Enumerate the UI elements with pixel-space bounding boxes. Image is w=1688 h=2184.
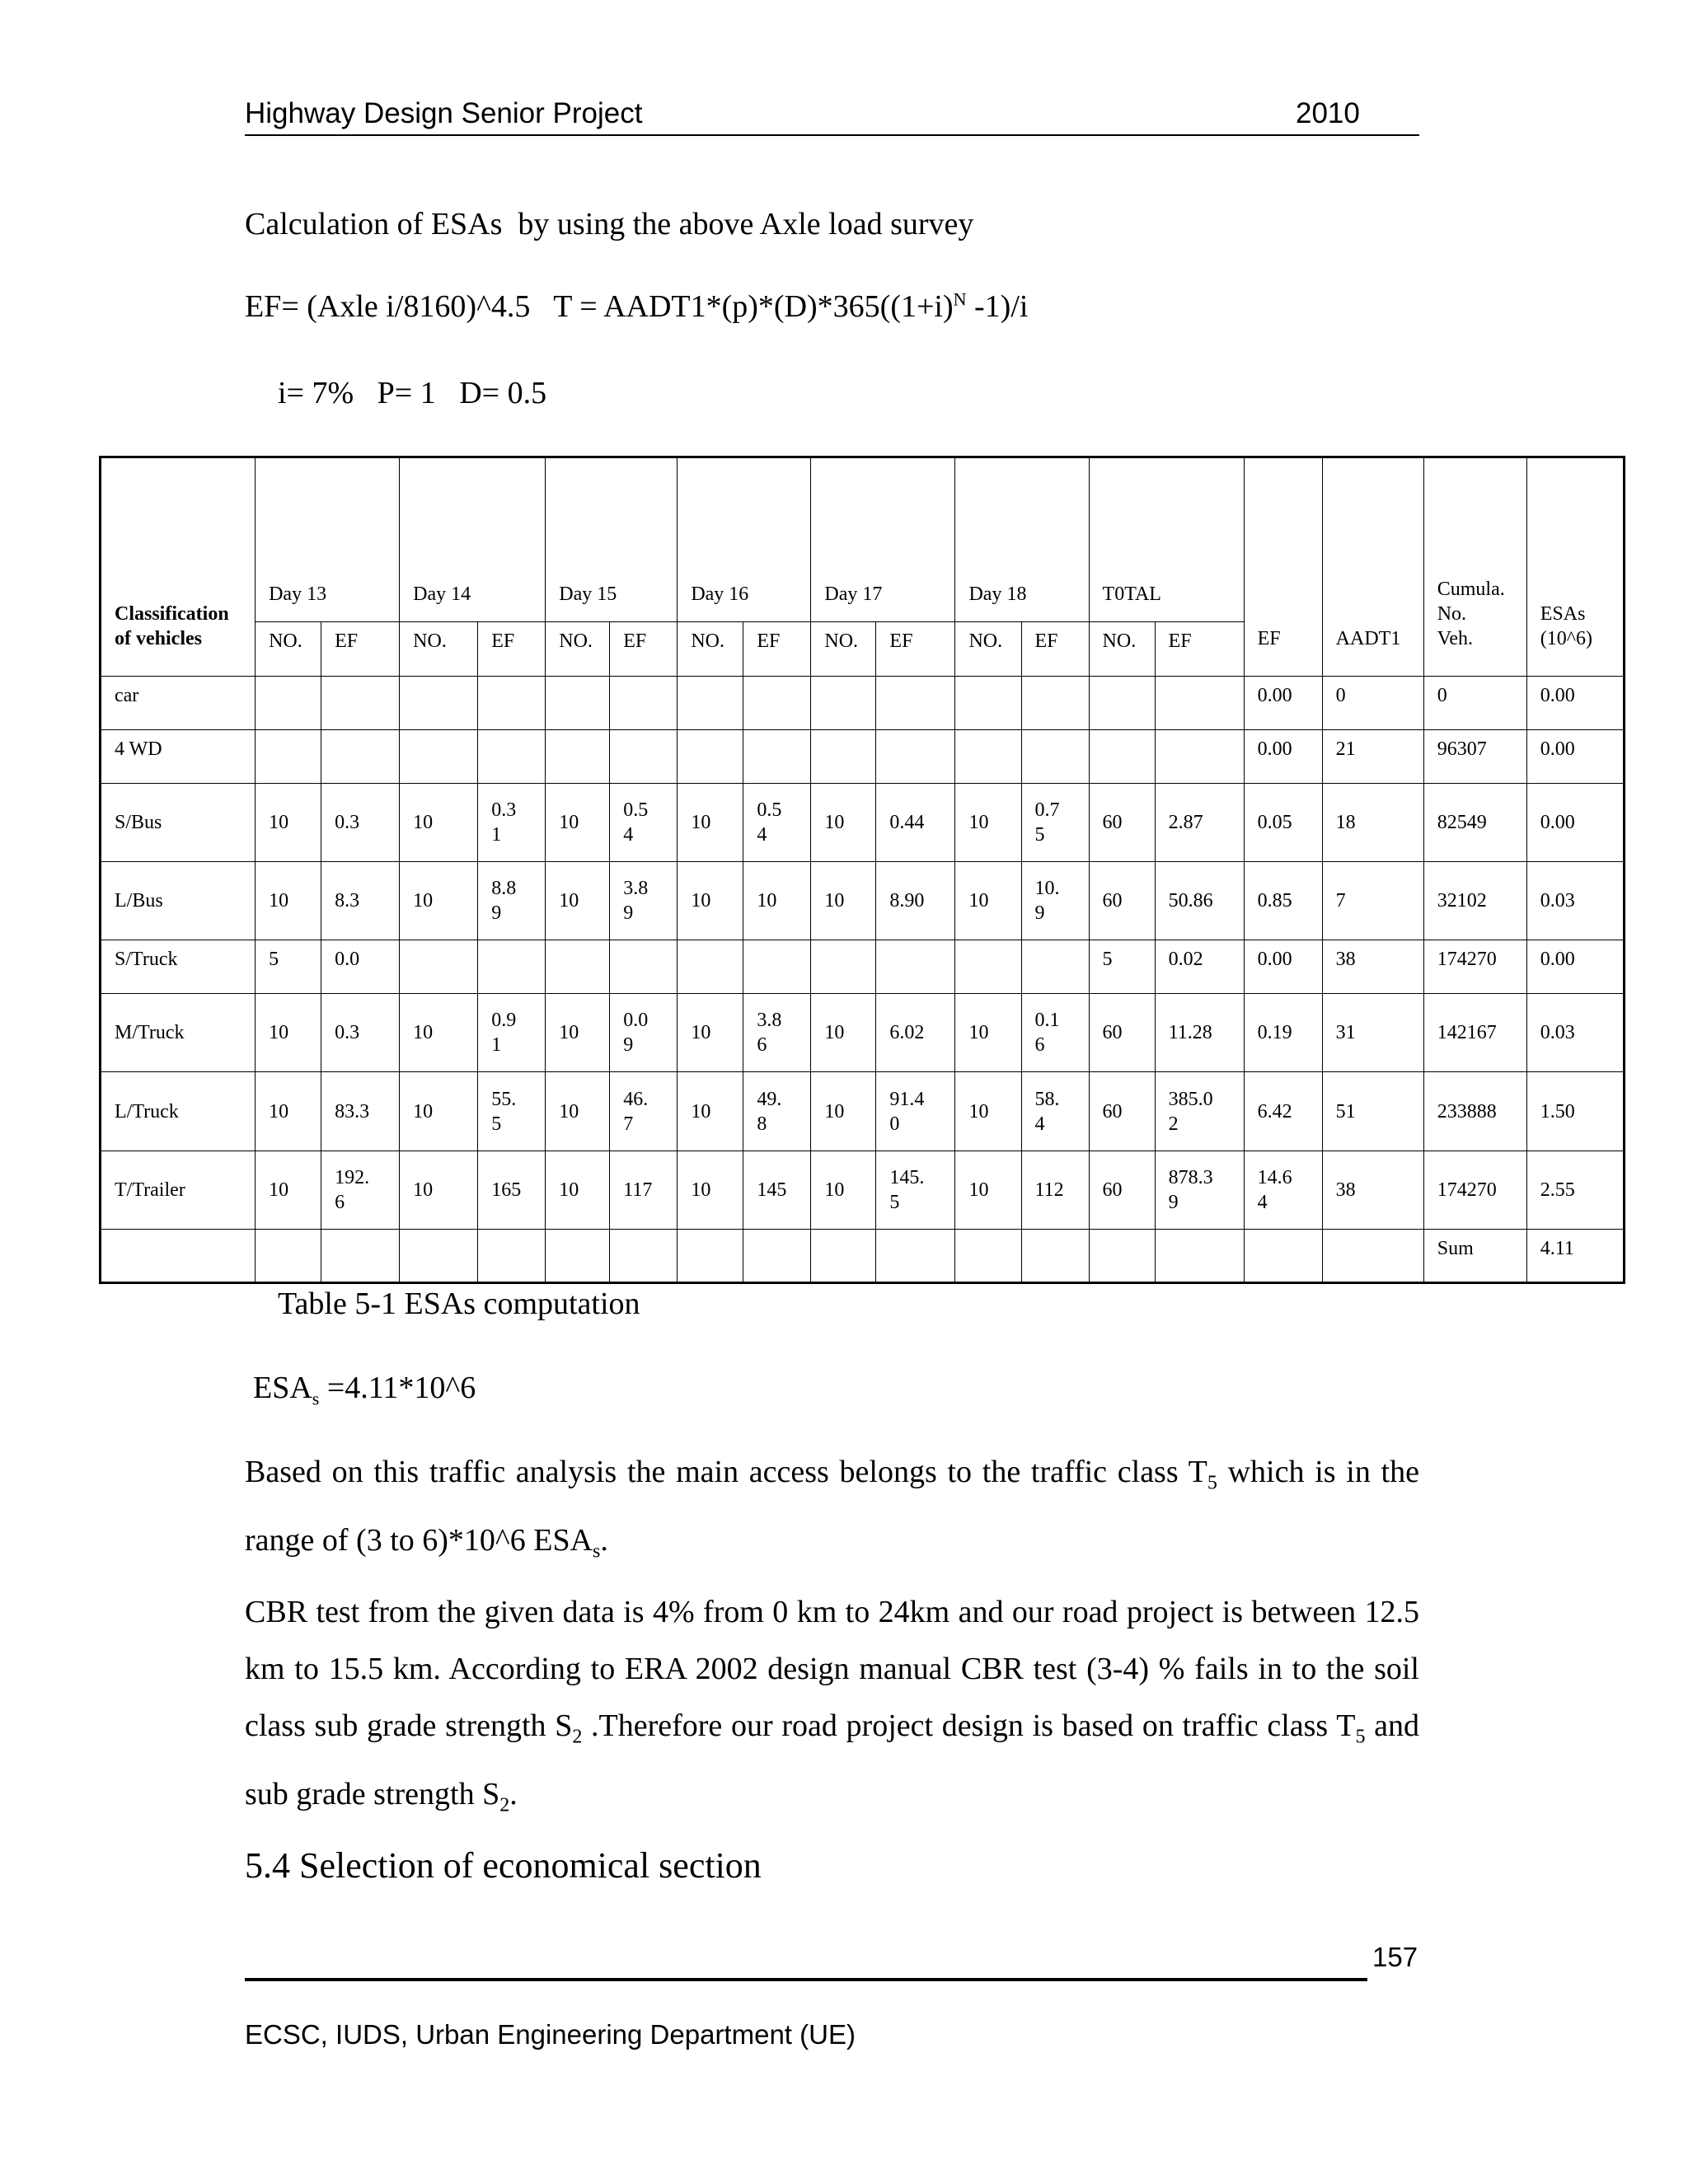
running-header-title: Highway Design Senior Project	[245, 97, 643, 129]
esa-result	[253, 1370, 476, 1410]
esa-result-sub: s	[312, 1388, 320, 1409]
total-no-cell: 60	[1089, 994, 1155, 1072]
day18-ef-cell: 58. 4	[1021, 1072, 1089, 1151]
day16-no-cell: 10	[678, 783, 743, 861]
day16-ef-cell	[743, 940, 811, 994]
day17-no-cell: 10	[811, 994, 876, 1072]
day15-no-cell: 10	[546, 783, 610, 861]
day18-no-cell: 10	[955, 1072, 1021, 1151]
total-header: T0TAL	[1089, 457, 1244, 622]
day13-no-cell: 10	[256, 783, 321, 861]
day14-no-cell: 10	[400, 1072, 478, 1151]
ef-cell: 0.00	[1244, 676, 1322, 729]
day16-ef-cell	[743, 1229, 811, 1282]
day15-no-cell: 10	[546, 1072, 610, 1151]
para1-sub2: s	[593, 1540, 601, 1563]
day16-ef-cell: 49. 8	[743, 1072, 811, 1151]
day16-no-cell: 10	[678, 1151, 743, 1229]
day18-ef-cell: 0.1 6	[1021, 994, 1089, 1072]
total-no-cell	[1089, 729, 1155, 783]
ef-cell: 0.19	[1244, 994, 1322, 1072]
day17-no-cell: 10	[811, 1151, 876, 1229]
total-no-cell	[1089, 676, 1155, 729]
day18-no-cell: 10	[955, 783, 1021, 861]
day17-no-cell: 10	[811, 1072, 876, 1151]
para2-sub1: 2	[572, 1726, 583, 1748]
day13-no-cell	[256, 676, 321, 729]
para1-a: Based on this traffic analysis the main access belongs to the traffic class T	[245, 1455, 1207, 1489]
day13-no-cell: 10	[256, 1072, 321, 1151]
para2-sub3: 2	[499, 1794, 510, 1816]
day15-ef-cell: 3.8 9	[610, 861, 678, 940]
day16-no-cell: 10	[678, 994, 743, 1072]
vehicle-class-cell: L/Bus	[101, 861, 256, 940]
day14-ef-cell: 0.9 1	[478, 994, 546, 1072]
day17-ef-cell	[876, 1229, 955, 1282]
aadt1-cell: 31	[1322, 994, 1423, 1072]
day16-no-cell: 10	[678, 1072, 743, 1151]
esa-header: ESAs (10^6)	[1526, 457, 1624, 677]
day13-no-cell: 10	[256, 861, 321, 940]
ef-subheader: EF	[1021, 622, 1089, 676]
day18-no-cell: 10	[955, 1151, 1021, 1229]
no-subheader: NO.	[546, 622, 610, 676]
traffic-class-paragraph	[245, 1444, 1419, 1580]
day17-no-cell: 10	[811, 861, 876, 940]
day13-ef-cell: 0.0	[321, 940, 400, 994]
table-row	[101, 1229, 1625, 1282]
table-row	[101, 861, 1625, 940]
day15-ef-cell: 0.5 4	[610, 783, 678, 861]
ef-subheader: EF	[478, 622, 546, 676]
day16-ef-cell	[743, 729, 811, 783]
day-header: Day 15	[546, 457, 678, 622]
day14-no-cell: 10	[400, 994, 478, 1072]
section-heading: 5.4 Selection of economical section	[245, 1845, 762, 1886]
formula-exponent: N	[953, 288, 967, 310]
day15-no-cell	[546, 1229, 610, 1282]
formula-part-a: EF= (Axle i/8160)^4.5 T = AADT1*(p)*(D)*365((1+i)	[245, 289, 954, 324]
ef-cell: 0.85	[1244, 861, 1322, 940]
day14-ef-cell	[478, 1229, 546, 1282]
parameters-line: i= 7% P= 1 D= 0.5	[278, 376, 547, 410]
day-header: Day 16	[678, 457, 811, 622]
total-no-cell: 60	[1089, 783, 1155, 861]
day17-ef-cell: 145. 5	[876, 1151, 955, 1229]
total-ef-cell: 2.87	[1155, 783, 1244, 861]
footer-rule	[245, 1978, 1367, 1981]
table-row	[101, 676, 1625, 729]
cumulative-vehicles-cell: 174270	[1423, 1151, 1526, 1229]
day15-ef-cell	[610, 729, 678, 783]
esa-table-body	[101, 676, 1625, 1282]
day15-ef-cell	[610, 676, 678, 729]
ef-subheader: EF	[743, 622, 811, 676]
day14-ef-cell	[478, 729, 546, 783]
day17-ef-cell	[876, 729, 955, 783]
day17-ef-cell: 91.4 0	[876, 1072, 955, 1151]
day14-ef-cell	[478, 940, 546, 994]
day14-no-cell	[400, 729, 478, 783]
aadt1-cell: 51	[1322, 1072, 1423, 1151]
day14-no-cell: 10	[400, 1151, 478, 1229]
ef-cell: 0.05	[1244, 783, 1322, 861]
day18-ef-cell	[1021, 676, 1089, 729]
day17-ef-cell: 8.90	[876, 861, 955, 940]
day13-no-cell: 10	[256, 994, 321, 1072]
day15-ef-cell	[610, 1229, 678, 1282]
day17-ef-cell: 6.02	[876, 994, 955, 1072]
para2-d: .	[509, 1776, 518, 1811]
day-header: Day 14	[400, 457, 546, 622]
day15-ef-cell: 0.0 9	[610, 994, 678, 1072]
day18-no-cell	[955, 940, 1021, 994]
day14-ef-cell	[478, 676, 546, 729]
total-no-cell: 60	[1089, 861, 1155, 940]
day15-no-cell: 10	[546, 1151, 610, 1229]
day13-ef-cell: 0.3	[321, 994, 400, 1072]
classification-header: Classification of vehicles	[101, 457, 256, 677]
table-row	[101, 783, 1625, 861]
para2-sub2: 5	[1355, 1726, 1366, 1748]
day13-ef-cell: 8.3	[321, 861, 400, 940]
day18-ef-cell	[1021, 1229, 1089, 1282]
vehicle-class-cell: L/Truck	[101, 1072, 256, 1151]
day14-ef-cell: 165	[478, 1151, 546, 1229]
para2-b: .Therefore our road project design is based on traffic class T	[582, 1708, 1356, 1743]
vehicle-class-cell: S/Bus	[101, 783, 256, 861]
aadt1-cell: 18	[1322, 783, 1423, 861]
day15-no-cell	[546, 729, 610, 783]
day13-no-cell	[256, 1229, 321, 1282]
day17-no-cell	[811, 940, 876, 994]
para2-c: and sub grade strength S	[245, 1708, 1419, 1811]
day18-no-cell	[955, 1229, 1021, 1282]
vehicle-class-cell: S/Truck	[101, 940, 256, 994]
day16-ef-cell: 145	[743, 1151, 811, 1229]
cumulative-vehicles-cell: Sum	[1423, 1229, 1526, 1282]
cumulative-vehicles-cell: 142167	[1423, 994, 1526, 1072]
day13-no-cell: 10	[256, 1151, 321, 1229]
table-row	[101, 1072, 1625, 1151]
day13-ef-cell	[321, 1229, 400, 1282]
day17-ef-cell	[876, 940, 955, 994]
esas-cell: 4.11	[1526, 1229, 1624, 1282]
day18-no-cell: 10	[955, 861, 1021, 940]
ef-subheader: EF	[1155, 622, 1244, 676]
day13-ef-cell	[321, 676, 400, 729]
day15-no-cell	[546, 940, 610, 994]
day17-ef-cell: 0.44	[876, 783, 955, 861]
table-row	[101, 729, 1625, 783]
formula-line	[245, 288, 1028, 325]
day13-ef-cell	[321, 729, 400, 783]
day14-no-cell	[400, 940, 478, 994]
day15-no-cell: 10	[546, 861, 610, 940]
para1-sub1: 5	[1207, 1472, 1217, 1494]
day18-ef-cell: 10. 9	[1021, 861, 1089, 940]
cumulative-vehicles-cell: 233888	[1423, 1072, 1526, 1151]
day14-no-cell: 10	[400, 783, 478, 861]
total-no-cell	[1089, 1229, 1155, 1282]
para1-c: .	[600, 1522, 608, 1558]
day16-ef-cell	[743, 676, 811, 729]
total-ef-cell: 878.3 9	[1155, 1151, 1244, 1229]
esas-cell: 0.03	[1526, 994, 1624, 1072]
day13-ef-cell: 83.3	[321, 1072, 400, 1151]
ef-header: EF	[1244, 457, 1322, 677]
day18-ef-cell: 0.7 5	[1021, 783, 1089, 861]
cumulative-vehicles-cell: 0	[1423, 676, 1526, 729]
esas-cell: 0.00	[1526, 729, 1624, 783]
total-ef-cell	[1155, 676, 1244, 729]
day16-no-cell: 10	[678, 861, 743, 940]
esas-cell: 1.50	[1526, 1072, 1624, 1151]
aadt1-cell: 21	[1322, 729, 1423, 783]
table-row	[101, 1151, 1625, 1229]
day16-no-cell	[678, 1229, 743, 1282]
ef-subheader: EF	[321, 622, 400, 676]
aadt1-cell: 7	[1322, 861, 1423, 940]
day15-no-cell	[546, 676, 610, 729]
esas-cell: 2.55	[1526, 1151, 1624, 1229]
ef-subheader: EF	[876, 622, 955, 676]
day17-ef-cell	[876, 676, 955, 729]
footer-text: ECSC, IUDS, Urban Engineering Department (UE)	[245, 2019, 856, 2050]
day17-no-cell	[811, 1229, 876, 1282]
cbr-paragraph	[245, 1584, 1419, 1834]
cumulative-vehicles-cell: 174270	[1423, 940, 1526, 994]
day16-no-cell	[678, 676, 743, 729]
total-ef-cell: 50.86	[1155, 861, 1244, 940]
esas-cell: 0.00	[1526, 783, 1624, 861]
total-no-cell: 5	[1089, 940, 1155, 994]
table-row	[101, 994, 1625, 1072]
day14-no-cell: 10	[400, 861, 478, 940]
page-number: 157	[1372, 1942, 1418, 1972]
day17-no-cell: 10	[811, 783, 876, 861]
day16-ef-cell: 10	[743, 861, 811, 940]
total-ef-cell: 385.0 2	[1155, 1072, 1244, 1151]
aadt1-cell: 38	[1322, 1151, 1423, 1229]
ef-cell: 6.42	[1244, 1072, 1322, 1151]
day17-no-cell	[811, 729, 876, 783]
cumulative-header: Cumula. No. Veh.	[1423, 457, 1526, 677]
no-subheader: NO.	[400, 622, 478, 676]
no-subheader: NO.	[256, 622, 321, 676]
day14-no-cell	[400, 1229, 478, 1282]
running-header-year: 2010	[1296, 97, 1360, 129]
cumulative-vehicles-cell: 32102	[1423, 861, 1526, 940]
cumulative-vehicles-cell: 96307	[1423, 729, 1526, 783]
day18-no-cell	[955, 729, 1021, 783]
day15-no-cell: 10	[546, 994, 610, 1072]
day13-ef-cell: 192. 6	[321, 1151, 400, 1229]
total-no-cell: 60	[1089, 1072, 1155, 1151]
para1-b: which is in the range of (3 to 6)*10^6 ESA	[245, 1455, 1419, 1558]
table-caption: Table 5-1 ESAs computation	[278, 1286, 640, 1321]
day18-ef-cell	[1021, 729, 1089, 783]
total-ef-cell: 11.28	[1155, 994, 1244, 1072]
day17-no-cell	[811, 676, 876, 729]
no-subheader: NO.	[678, 622, 743, 676]
no-subheader: NO.	[955, 622, 1021, 676]
esa-computation-table	[99, 456, 1625, 1284]
day-header: Day 13	[256, 457, 400, 622]
aadt1-cell: 0	[1322, 676, 1423, 729]
vehicle-class-cell	[101, 1229, 256, 1282]
day18-ef-cell: 112	[1021, 1151, 1089, 1229]
day15-ef-cell	[610, 940, 678, 994]
day16-ef-cell: 3.8 6	[743, 994, 811, 1072]
aadt1-cell	[1322, 1229, 1423, 1282]
day16-no-cell	[678, 940, 743, 994]
ef-cell: 0.00	[1244, 940, 1322, 994]
day18-no-cell	[955, 676, 1021, 729]
day18-no-cell: 10	[955, 994, 1021, 1072]
esas-cell: 0.03	[1526, 861, 1624, 940]
para2-a: CBR test from the given data is 4% from 0 km to 24km and our road project is between 12.5 km to 15.5 km. According to ERA 2002 design manual CBR test (3-4) % fails in to the soil class sub grade strength S	[245, 1595, 1419, 1743]
vehicle-class-cell: M/Truck	[101, 994, 256, 1072]
vehicle-class-cell: T/Trailer	[101, 1151, 256, 1229]
vehicle-class-cell: car	[101, 676, 256, 729]
table-row	[101, 940, 1625, 994]
esas-cell: 0.00	[1526, 676, 1624, 729]
header-rule	[245, 134, 1419, 136]
esa-result-a: ESA	[253, 1371, 312, 1405]
esa-result-b: =4.11*10^6	[319, 1371, 476, 1405]
day14-no-cell	[400, 676, 478, 729]
vehicle-class-cell: 4 WD	[101, 729, 256, 783]
total-ef-cell	[1155, 1229, 1244, 1282]
aadt-header: AADT1	[1322, 457, 1423, 677]
day15-ef-cell: 46. 7	[610, 1072, 678, 1151]
total-ef-cell: 0.02	[1155, 940, 1244, 994]
day-header: Day 17	[811, 457, 955, 622]
total-no-cell: 60	[1089, 1151, 1155, 1229]
total-ef-cell	[1155, 729, 1244, 783]
ef-cell: 0.00	[1244, 729, 1322, 783]
esas-cell: 0.00	[1526, 940, 1624, 994]
day15-ef-cell: 117	[610, 1151, 678, 1229]
day16-ef-cell: 0.5 4	[743, 783, 811, 861]
cumulative-vehicles-cell: 82549	[1423, 783, 1526, 861]
aadt1-cell: 38	[1322, 940, 1423, 994]
formula-part-b: -1)/i	[966, 289, 1029, 324]
day18-ef-cell	[1021, 940, 1089, 994]
day16-no-cell	[678, 729, 743, 783]
no-subheader: NO.	[1089, 622, 1155, 676]
day13-no-cell	[256, 729, 321, 783]
no-subheader: NO.	[811, 622, 876, 676]
day14-ef-cell: 55. 5	[478, 1072, 546, 1151]
day13-no-cell: 5	[256, 940, 321, 994]
day14-ef-cell: 8.8 9	[478, 861, 546, 940]
ef-cell	[1244, 1229, 1322, 1282]
ef-subheader: EF	[610, 622, 678, 676]
day-header: Day 18	[955, 457, 1089, 622]
intro-line: Calculation of ESAs by using the above Axle load survey	[245, 207, 974, 241]
day14-ef-cell: 0.3 1	[478, 783, 546, 861]
ef-cell: 14.6 4	[1244, 1151, 1322, 1229]
day13-ef-cell: 0.3	[321, 783, 400, 861]
